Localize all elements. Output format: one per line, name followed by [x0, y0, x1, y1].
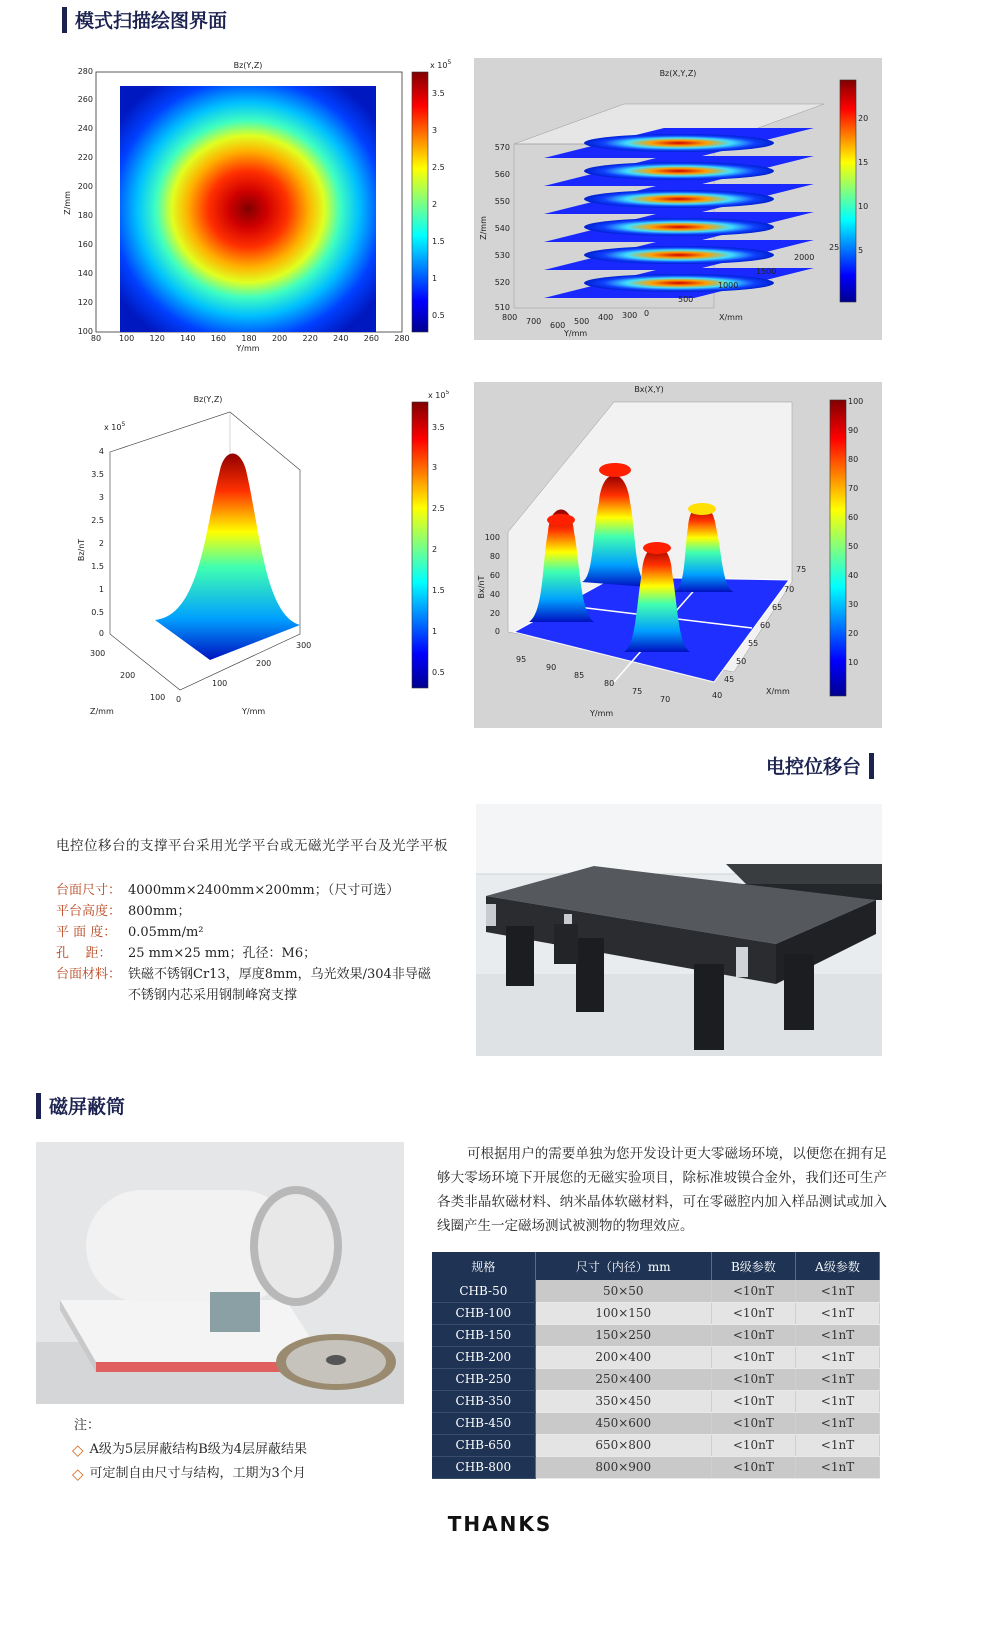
- z-axis-label: Bx/nT: [477, 575, 486, 599]
- z-axis-label: Z/mm: [479, 216, 488, 240]
- table-row: CHB-100 100×150 <10nT <1nT: [432, 1302, 880, 1324]
- section-title-text: 磁屏蔽筒: [49, 1096, 126, 1118]
- svg-text:540: 540: [494, 224, 510, 233]
- colorbar-exponent: x $10^5$: [430, 59, 452, 70]
- x-tick-labels: [91, 334, 410, 343]
- shield-spec-table: [432, 1252, 880, 1479]
- svg-text:100: 100: [848, 397, 864, 406]
- notes-title: 注：: [74, 1418, 101, 1433]
- x-axis-label: Z/mm: [90, 707, 114, 716]
- svg-text:60: 60: [489, 571, 500, 580]
- colorbar: [412, 402, 428, 688]
- svg-text:70: 70: [660, 695, 671, 704]
- z-tick-labels: [91, 447, 104, 638]
- svg-text:0: 0: [176, 695, 182, 704]
- svg-text:95: 95: [516, 655, 527, 664]
- section-title-stage: [766, 752, 874, 779]
- title-accent-bar: [869, 753, 874, 779]
- svg-text:90: 90: [546, 663, 557, 672]
- x-axis-label: X/mm: [719, 313, 743, 322]
- svg-text:220: 220: [302, 334, 318, 343]
- svg-text:1: 1: [98, 585, 104, 594]
- svg-text:220: 220: [77, 153, 93, 162]
- svg-text:160: 160: [210, 334, 227, 343]
- svg-text:500: 500: [574, 317, 590, 326]
- svg-text:1500: 1500: [756, 267, 777, 276]
- heatmap-plot-bz-yz: [60, 58, 460, 358]
- colorbar-tick-labels: [432, 89, 445, 320]
- table-row: CHB-350 350×450 <10nT <1nT: [432, 1390, 880, 1412]
- svg-text:2: 2: [432, 200, 438, 209]
- svg-text:2: 2: [98, 539, 104, 548]
- note-item: ◇ A级为5层屏蔽结构B级为4层屏蔽结果: [72, 1438, 307, 1462]
- z-exponent: x $10^5$: [104, 421, 126, 432]
- svg-text:800: 800: [502, 313, 518, 322]
- svg-text:0: 0: [644, 309, 650, 318]
- table-header-row: [432, 1252, 880, 1280]
- svg-text:100: 100: [484, 533, 500, 542]
- svg-text:0.5: 0.5: [91, 608, 104, 617]
- colorbar-tick-labels: [432, 423, 445, 677]
- spec-row: 平台高度： 800mm；: [56, 904, 191, 919]
- svg-text:570: 570: [494, 143, 510, 152]
- svg-text:240: 240: [77, 124, 93, 133]
- y-axis-label: Y/mm: [564, 329, 588, 338]
- svg-text:25: 25: [829, 243, 840, 252]
- svg-text:10: 10: [848, 658, 859, 667]
- svg-text:700: 700: [526, 317, 542, 326]
- svg-text:200: 200: [120, 671, 136, 680]
- svg-text:280: 280: [394, 334, 410, 343]
- shield-notes: [72, 1414, 307, 1486]
- colorbar-tick-labels: [858, 114, 868, 255]
- svg-text:60: 60: [848, 513, 859, 522]
- spec-row: 孔 距： 25 mm×25 mm；孔径：M6；: [56, 946, 317, 961]
- spec-row: 台面材料： 铁磁不锈钢Cr13，厚度8mm，乌光效果/304非导磁: [56, 967, 431, 982]
- svg-text:1.5: 1.5: [432, 237, 445, 246]
- svg-text:510: 510: [494, 303, 510, 312]
- svg-text:3: 3: [98, 493, 104, 502]
- svg-text:80: 80: [90, 334, 102, 343]
- svg-text:2: 2: [432, 545, 438, 554]
- section-title-scan: [62, 6, 227, 33]
- svg-text:50: 50: [736, 657, 747, 666]
- svg-text:2000: 2000: [794, 253, 815, 262]
- spec-row: 平 面 度： 0.05mm/m²: [56, 925, 204, 940]
- svg-text:100: 100: [212, 679, 228, 688]
- table-row: CHB-50 50×50 <10nT <1nT: [432, 1280, 880, 1302]
- spec-row-continued: 不锈钢内芯采用钢制峰窝支撑: [128, 988, 298, 1003]
- svg-text:1.5: 1.5: [91, 562, 104, 571]
- column-header-a-grade: A级参数: [796, 1252, 880, 1280]
- z-axis-label: Bz/nT: [77, 538, 86, 562]
- svg-text:160: 160: [77, 240, 93, 249]
- svg-text:3.5: 3.5: [432, 89, 445, 98]
- svg-text:20: 20: [489, 609, 500, 618]
- svg-text:400: 400: [598, 313, 614, 322]
- colorbar: [840, 80, 856, 302]
- svg-text:2.5: 2.5: [432, 163, 445, 172]
- svg-text:5: 5: [858, 246, 864, 255]
- svg-text:55: 55: [748, 639, 759, 648]
- svg-text:50: 50: [848, 542, 859, 551]
- table-row: CHB-150 150×250 <10nT <1nT: [432, 1324, 880, 1346]
- svg-text:600: 600: [550, 321, 566, 330]
- svg-text:4: 4: [98, 447, 104, 456]
- colorbar: [830, 400, 846, 696]
- svg-text:30: 30: [848, 600, 859, 609]
- svg-text:180: 180: [241, 334, 257, 343]
- svg-text:280: 280: [77, 67, 93, 76]
- svg-text:120: 120: [77, 298, 93, 307]
- section-title-shield: [36, 1092, 125, 1119]
- svg-text:75: 75: [632, 687, 643, 696]
- column-header-size: 尺寸（内径）mm: [535, 1252, 711, 1280]
- svg-text:45: 45: [724, 675, 735, 684]
- svg-text:80: 80: [848, 455, 859, 464]
- svg-text:3: 3: [432, 463, 438, 472]
- svg-text:1: 1: [432, 274, 438, 283]
- svg-text:0: 0: [494, 627, 500, 636]
- x-axis-label: Y/mm: [236, 344, 260, 353]
- y-axis-label: Y/mm: [590, 709, 614, 718]
- svg-text:100: 100: [77, 327, 93, 336]
- colorbar: [412, 72, 428, 332]
- z-tick-labels: [485, 533, 500, 636]
- svg-text:140: 140: [180, 334, 196, 343]
- svg-text:80: 80: [604, 679, 615, 688]
- svg-text:200: 200: [271, 334, 288, 343]
- svg-text:240: 240: [333, 334, 349, 343]
- plot-title: Bx(X,Y): [634, 385, 664, 394]
- title-accent-bar: [36, 1093, 41, 1119]
- note-item: ◇ 可定制自由尺寸与结构，工期为3个月: [72, 1462, 307, 1486]
- svg-text:20: 20: [858, 114, 869, 123]
- table-row: CHB-200 200×400 <10nT <1nT: [432, 1346, 880, 1368]
- diamond-bullet-icon: ◇: [72, 1441, 84, 1459]
- diamond-bullet-icon: ◇: [72, 1465, 84, 1483]
- plot-title: Bz(Y,Z): [193, 395, 223, 404]
- svg-text:20: 20: [848, 629, 859, 638]
- stage-spec-list: [56, 880, 476, 1006]
- stacked-slices-plot-bz-xyz: [474, 58, 882, 340]
- svg-text:15: 15: [858, 158, 869, 167]
- colorbar-exponent: x $10^5$: [428, 390, 450, 400]
- y-axis-label: Y/mm: [242, 707, 266, 716]
- svg-text:180: 180: [77, 211, 93, 220]
- svg-text:3: 3: [432, 126, 438, 135]
- colorbar-tick-labels: [848, 397, 863, 667]
- svg-text:3.5: 3.5: [91, 470, 104, 479]
- y-tick-labels: [502, 311, 637, 330]
- svg-text:2.5: 2.5: [432, 504, 445, 513]
- column-header-model: 规格: [432, 1252, 535, 1280]
- section-title-text: 电控位移台: [766, 756, 862, 778]
- svg-text:0.5: 0.5: [432, 668, 445, 677]
- svg-text:70: 70: [784, 585, 795, 594]
- svg-text:260: 260: [77, 95, 93, 104]
- plot-title: Bz(X,Y,Z): [659, 69, 697, 78]
- optical-table-photo: [476, 804, 882, 1056]
- svg-text:40: 40: [712, 691, 723, 700]
- svg-text:75: 75: [796, 565, 807, 574]
- title-accent-bar: [62, 7, 67, 33]
- svg-text:560: 560: [494, 170, 510, 179]
- svg-text:80: 80: [489, 552, 500, 561]
- svg-text:10: 10: [858, 202, 869, 211]
- svg-text:520: 520: [494, 278, 510, 287]
- svg-text:500: 500: [678, 295, 694, 304]
- svg-text:140: 140: [77, 269, 93, 278]
- svg-text:200: 200: [256, 659, 272, 668]
- svg-text:40: 40: [848, 571, 859, 580]
- svg-text:100: 100: [150, 693, 166, 702]
- section-title-text: 模式扫描绘图界面: [75, 10, 228, 32]
- column-header-b-grade: B级参数: [711, 1252, 795, 1280]
- table-row: CHB-650 650×800 <10nT <1nT: [432, 1434, 880, 1456]
- svg-text:260: 260: [363, 334, 380, 343]
- svg-text:200: 200: [77, 182, 93, 191]
- svg-text:85: 85: [574, 671, 585, 680]
- svg-text:120: 120: [149, 334, 165, 343]
- y-tick-labels: [78, 67, 93, 336]
- svg-text:300: 300: [622, 311, 638, 320]
- svg-text:0.5: 0.5: [432, 311, 445, 320]
- shield-description: 可根据用户的需要单独为您开发设计更大零磁场环境，以便您在拥有足够大零场环境下开展您的无磁实验项目，除标准坡镆合金外，我们还可生产各类非晶软磁材料、纳米晶体软磁材料，可在零磁腔内加入样品测试或加入线圈产生一定磁场测试被测物的物理效应。: [437, 1146, 887, 1234]
- z-tick-labels: [495, 143, 510, 312]
- svg-text:300: 300: [296, 641, 312, 650]
- spec-row: 台面尺寸： 4000mm×2400mm×200mm；（尺寸可选）: [56, 883, 400, 898]
- svg-text:1: 1: [432, 627, 438, 636]
- svg-text:100: 100: [118, 334, 135, 343]
- magnetic-shield-photo: [36, 1142, 404, 1404]
- svg-text:1.5: 1.5: [432, 586, 445, 595]
- plot-title: Bz(Y,Z): [233, 61, 263, 70]
- surface-plot-bz-yz: [60, 390, 460, 735]
- heatmap-surface: [120, 86, 376, 332]
- svg-text:550: 550: [494, 197, 510, 206]
- footer-thanks: THANKS: [447, 1512, 553, 1536]
- stage-intro-text: 电控位移台的支撑平台采用光学平台或无磁光学平台及光学平板: [56, 838, 448, 854]
- svg-text:2.5: 2.5: [91, 516, 104, 525]
- svg-text:3.5: 3.5: [432, 423, 445, 432]
- table-row: CHB-450 450×600 <10nT <1nT: [432, 1412, 880, 1434]
- x-axis-label: X/mm: [766, 687, 790, 696]
- table-row: CHB-800 800×900 <10nT <1nT: [432, 1456, 880, 1478]
- table-row: CHB-250 250×400 <10nT <1nT: [432, 1368, 880, 1390]
- svg-text:70: 70: [848, 484, 859, 493]
- svg-text:60: 60: [760, 621, 771, 630]
- svg-text:300: 300: [90, 649, 106, 658]
- svg-text:40: 40: [489, 590, 500, 599]
- svg-text:90: 90: [848, 426, 859, 435]
- svg-text:530: 530: [494, 251, 510, 260]
- svg-text:0: 0: [98, 629, 104, 638]
- y-axis-label: Z/mm: [63, 191, 72, 215]
- svg-text:1000: 1000: [718, 281, 739, 290]
- svg-text:65: 65: [772, 603, 783, 612]
- surface-plot-bx-xy: [474, 382, 882, 728]
